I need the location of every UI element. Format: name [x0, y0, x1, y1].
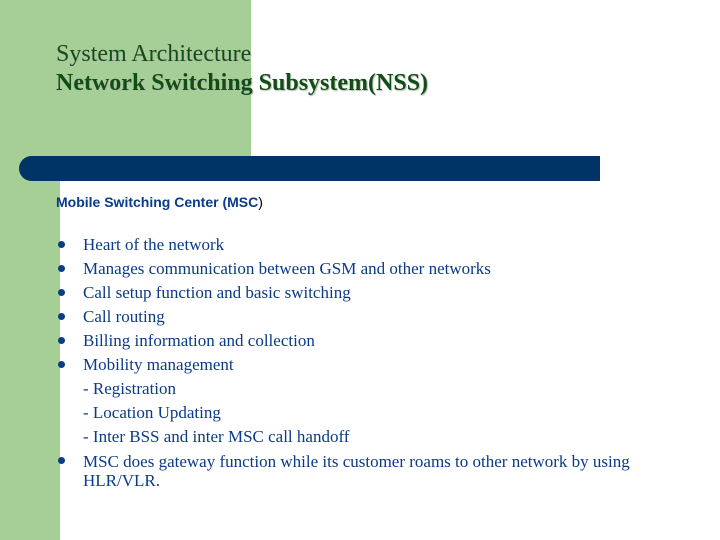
- bullet-list: [56, 233, 676, 490]
- subtitle-paren: ): [258, 194, 263, 210]
- slide-title: [56, 40, 428, 98]
- title-line-1: System Architecture: [56, 41, 252, 67]
- subtitle-text: Mobile Switching Center (MSC: [56, 194, 259, 210]
- list-item: Heart of the network: [56, 233, 676, 257]
- list-item: Manages communication between GSM and other networks: [56, 257, 676, 281]
- sub-list-item: - Location Updating: [83, 403, 221, 422]
- divider-band: [19, 156, 600, 181]
- sub-list-item: - Registration: [83, 379, 177, 398]
- title-line-2: Network Switching Subsystem(NSS): [56, 70, 429, 96]
- sub-list-item: - Inter BSS and inter MSC call handoff: [83, 427, 350, 446]
- list-item: Call routing: [56, 305, 676, 329]
- list-item: Billing information and collection: [56, 329, 676, 353]
- section-subtitle: [56, 194, 263, 210]
- list-item: MSC does gateway function while its customer roams to other network by using HLR/VLR.: [56, 449, 676, 490]
- list-item: Call setup function and basic switching: [56, 281, 676, 305]
- list-item: Mobility management: [56, 353, 676, 377]
